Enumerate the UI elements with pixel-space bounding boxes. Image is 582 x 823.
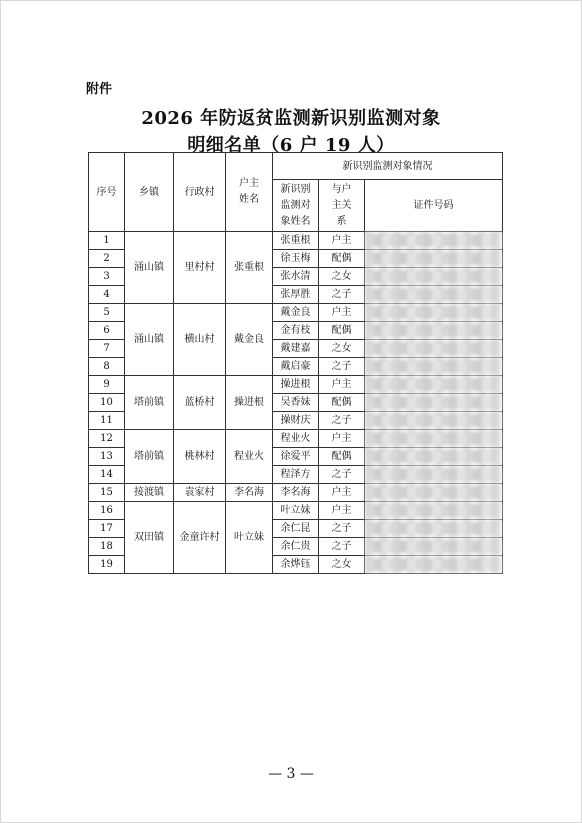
- seq-cell: 9: [89, 376, 125, 394]
- id-number-cell: [365, 358, 503, 376]
- relation-cell: 户主: [319, 304, 365, 322]
- id-number-cell: [365, 484, 503, 502]
- member-name-cell: 戴启豪: [273, 358, 319, 376]
- relation-cell: 配偶: [319, 448, 365, 466]
- member-name-cell: 程业火: [273, 430, 319, 448]
- member-name-cell: 张水清: [273, 268, 319, 286]
- town-cell: 涌山镇: [125, 232, 174, 304]
- redacted-id-blur: [373, 541, 494, 552]
- member-name-cell: 李名海: [273, 484, 319, 502]
- relation-cell: 户主: [319, 376, 365, 394]
- householder-cell: 叶立妹: [226, 502, 273, 574]
- relation-cell: 配偶: [319, 394, 365, 412]
- redacted-id-blur: [373, 487, 494, 498]
- member-name-cell: 余仁贵: [273, 538, 319, 556]
- id-number-cell: [365, 520, 503, 538]
- member-name-cell: 余仁昆: [273, 520, 319, 538]
- table-row: [89, 430, 503, 448]
- header-town: 乡镇: [125, 153, 174, 232]
- relation-cell: 户主: [319, 502, 365, 520]
- village-cell: 蓝桥村: [174, 376, 226, 430]
- redacted-id-blur: [373, 415, 494, 426]
- header-member-name: [273, 180, 319, 232]
- id-number-cell: [365, 232, 503, 250]
- relation-cell: 之子: [319, 538, 365, 556]
- header-village: 行政村: [174, 153, 226, 232]
- seq-cell: 5: [89, 304, 125, 322]
- page-title-line1: 2026 年防返贫监测新识别监测对象: [141, 108, 441, 129]
- relation-cell: 户主: [319, 232, 365, 250]
- member-name-cell: 徐爱平: [273, 448, 319, 466]
- id-number-cell: [365, 286, 503, 304]
- page-title-line2: 明细名单（6 户 19 人）: [187, 135, 395, 156]
- redacted-id-blur: [373, 505, 494, 516]
- redacted-id-blur: [373, 343, 494, 354]
- village-cell: 里村村: [174, 232, 226, 304]
- member-name-cell: 吴香妹: [273, 394, 319, 412]
- seq-cell: 14: [89, 466, 125, 484]
- town-cell: 双田镇: [125, 502, 174, 574]
- town-cell: 接渡镇: [125, 484, 174, 502]
- header-householder: [226, 153, 273, 232]
- relation-cell: 户主: [319, 484, 365, 502]
- town-cell: 塔前镇: [125, 430, 174, 484]
- seq-cell: 7: [89, 340, 125, 358]
- id-number-cell: [365, 250, 503, 268]
- header-member-name-label: 新识别监测对象姓名: [280, 183, 311, 227]
- id-number-cell: [365, 340, 503, 358]
- relation-cell: 之子: [319, 466, 365, 484]
- seq-cell: 6: [89, 322, 125, 340]
- redacted-id-blur: [373, 289, 494, 300]
- member-name-cell: 操财庆: [273, 412, 319, 430]
- member-name-cell: 叶立妹: [273, 502, 319, 520]
- seq-cell: 4: [89, 286, 125, 304]
- householder-cell: 操进根: [226, 376, 273, 430]
- redacted-id-blur: [373, 325, 494, 336]
- seq-cell: 17: [89, 520, 125, 538]
- relation-cell: 之子: [319, 286, 365, 304]
- member-name-cell: 张重根: [273, 232, 319, 250]
- member-name-cell: 余烨钰: [273, 556, 319, 574]
- id-number-cell: [365, 304, 503, 322]
- redacted-id-blur: [373, 253, 494, 264]
- village-cell: 袁家村: [174, 484, 226, 502]
- seq-cell: 10: [89, 394, 125, 412]
- member-name-cell: 金有枝: [273, 322, 319, 340]
- id-number-cell: [365, 556, 503, 574]
- header-relation: [319, 180, 365, 232]
- header-relation-label: 与户主关系: [331, 183, 352, 227]
- id-number-cell: [365, 448, 503, 466]
- householder-cell: 李名海: [226, 484, 273, 502]
- redacted-id-blur: [373, 307, 494, 318]
- header-group: 新识别监测对象情况: [273, 153, 503, 180]
- member-name-cell: 程泽方: [273, 466, 319, 484]
- header-householder-label: 户主姓名: [239, 178, 259, 205]
- member-name-cell: 张厚胜: [273, 286, 319, 304]
- roster-table: [88, 152, 503, 574]
- seq-cell: 19: [89, 556, 125, 574]
- redacted-id-blur: [373, 235, 494, 246]
- seq-cell: 18: [89, 538, 125, 556]
- householder-cell: 戴金良: [226, 304, 273, 376]
- relation-cell: 配偶: [319, 250, 365, 268]
- seq-cell: 2: [89, 250, 125, 268]
- id-number-cell: [365, 412, 503, 430]
- relation-cell: 之子: [319, 412, 365, 430]
- town-cell: 塔前镇: [125, 376, 174, 430]
- id-number-cell: [365, 502, 503, 520]
- id-number-cell: [365, 268, 503, 286]
- redacted-id-blur: [373, 559, 494, 570]
- table-row: [89, 304, 503, 322]
- member-name-cell: 操进根: [273, 376, 319, 394]
- table-row: [89, 232, 503, 250]
- relation-cell: 之子: [319, 358, 365, 376]
- redacted-id-blur: [373, 523, 494, 534]
- page-number: — 3 —: [268, 766, 314, 782]
- householder-cell: 张重根: [226, 232, 273, 304]
- seq-cell: 13: [89, 448, 125, 466]
- householder-cell: 程业火: [226, 430, 273, 484]
- id-number-cell: [365, 376, 503, 394]
- seq-cell: 1: [89, 232, 125, 250]
- id-number-cell: [365, 394, 503, 412]
- table-row: [89, 376, 503, 394]
- attachment-label: 附件: [86, 82, 113, 97]
- id-number-cell: [365, 538, 503, 556]
- seq-cell: 16: [89, 502, 125, 520]
- relation-cell: 之子: [319, 520, 365, 538]
- header-seq: 序号: [89, 153, 125, 232]
- redacted-id-blur: [373, 433, 494, 444]
- redacted-id-blur: [373, 271, 494, 282]
- redacted-id-blur: [373, 361, 494, 372]
- id-number-cell: [365, 322, 503, 340]
- header-id-number: 证件号码: [365, 180, 503, 232]
- member-name-cell: 戴金良: [273, 304, 319, 322]
- village-cell: 金童许村: [174, 502, 226, 574]
- village-cell: 横山村: [174, 304, 226, 376]
- table-row: [89, 484, 503, 502]
- seq-cell: 8: [89, 358, 125, 376]
- seq-cell: 11: [89, 412, 125, 430]
- id-number-cell: [365, 466, 503, 484]
- relation-cell: 之女: [319, 268, 365, 286]
- seq-cell: 3: [89, 268, 125, 286]
- id-number-cell: [365, 430, 503, 448]
- redacted-id-blur: [373, 379, 494, 390]
- seq-cell: 15: [89, 484, 125, 502]
- member-name-cell: 徐玉梅: [273, 250, 319, 268]
- seq-cell: 12: [89, 430, 125, 448]
- relation-cell: 配偶: [319, 322, 365, 340]
- village-cell: 桃林村: [174, 430, 226, 484]
- table-row: [89, 502, 503, 520]
- relation-cell: 之女: [319, 556, 365, 574]
- town-cell: 涌山镇: [125, 304, 174, 376]
- relation-cell: 户主: [319, 430, 365, 448]
- redacted-id-blur: [373, 451, 494, 462]
- relation-cell: 之女: [319, 340, 365, 358]
- redacted-id-blur: [373, 397, 494, 408]
- member-name-cell: 戴建嘉: [273, 340, 319, 358]
- redacted-id-blur: [373, 469, 494, 480]
